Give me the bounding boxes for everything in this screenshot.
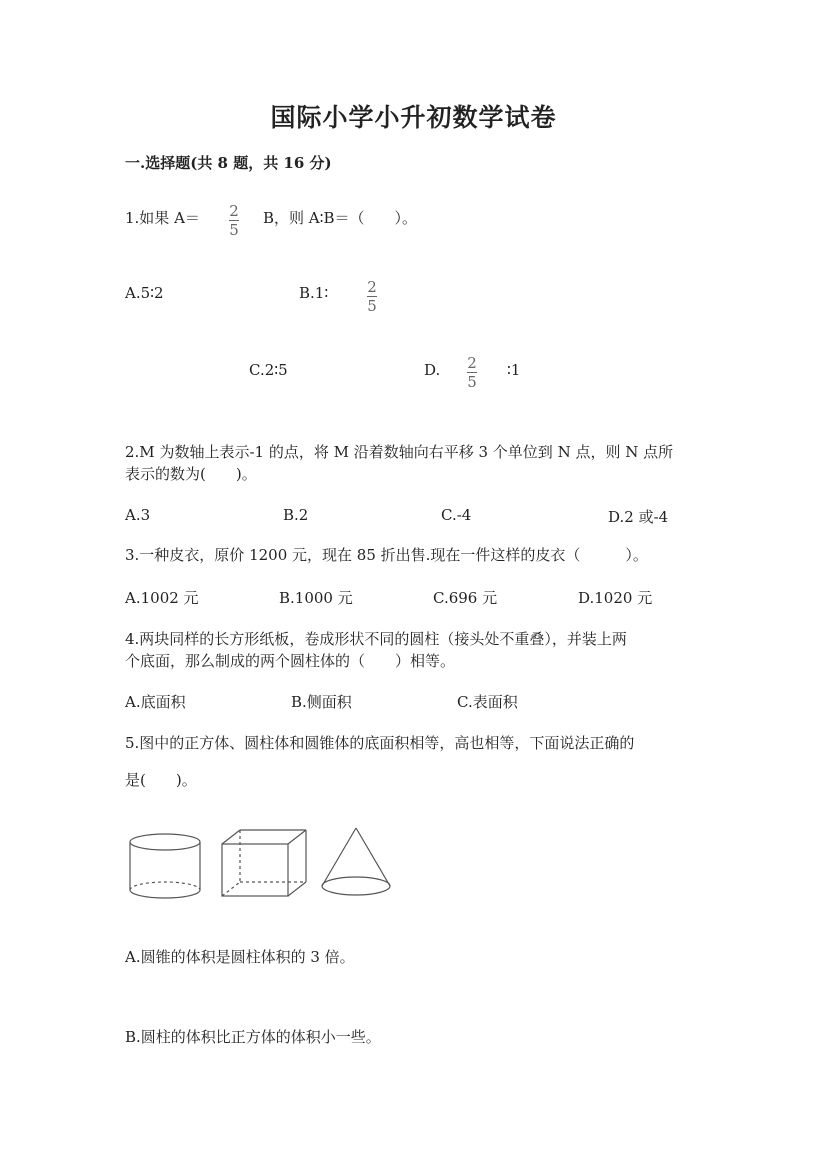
q4-stem-line-2: 个底面，那么制成的两个圆柱体的（ ）相等。 [125, 652, 456, 670]
q3-option-a: A.1002 元 [125, 589, 199, 607]
q4-option-c: C.表面积 [457, 693, 518, 711]
fraction-denominator: 5 [467, 373, 477, 391]
solids-figure [120, 820, 400, 910]
q1-stem-part-a: 1.如果 A＝ [125, 209, 200, 227]
q1-option-a: A.5∶2 [125, 284, 164, 302]
q1-option-d-fraction [467, 355, 477, 390]
q1-stem-part-b: B，则 A∶B＝（ ）。 [263, 209, 418, 227]
q2-option-c: C.-4 [441, 506, 472, 524]
cube-edge [288, 882, 306, 896]
cube-figure [222, 830, 306, 896]
q3-option-c: C.696 元 [433, 589, 498, 607]
q3-stem: 3.一种皮衣，原价 1200 元，现在 85 折出售.现在一件这样的皮衣（ ）。 [125, 546, 648, 564]
q2-option-b: B.2 [283, 506, 309, 524]
cylinder-figure [130, 834, 200, 898]
q1-option-b-fraction [367, 279, 377, 314]
q5-stem-line-1: 5.图中的正方体、圆柱体和圆锥体的底面积相等，高也相等，下面说法正确的 [125, 734, 635, 752]
q1-stem-fraction [229, 203, 239, 238]
cube-edge [288, 830, 306, 844]
q4-option-b: B.侧面积 [291, 693, 352, 711]
cylinder-top [130, 834, 200, 850]
fraction-denominator: 5 [367, 297, 377, 315]
q4-stem-line-1: 4.两块同样的长方形纸板，卷成形状不同的圆柱（接头处不重叠），并装上两 [125, 630, 627, 648]
q3-option-b: B.1000 元 [279, 589, 353, 607]
cylinder-bottom-back [130, 882, 200, 890]
q1-option-b: B.1∶ [299, 284, 329, 302]
page-title: 国际小学小升初数学试卷 [270, 103, 557, 132]
section-heading: 一.选择题(共 8 题，共 16 分) [125, 154, 332, 172]
q3-option-d: D.1020 元 [578, 589, 653, 607]
cube-edge [222, 830, 240, 844]
fraction-denominator: 5 [229, 221, 239, 239]
q1-option-c: C.2∶5 [249, 361, 288, 379]
fraction-numerator: 2 [229, 202, 239, 220]
cone-figure [322, 828, 390, 895]
q5-option-b: B.圆柱的体积比正方体的体积小一些。 [125, 1028, 381, 1046]
q2-stem-line-2: 表示的数为( )。 [125, 465, 257, 483]
q4-option-a: A.底面积 [125, 693, 186, 711]
q1-option-d: D. [424, 361, 441, 379]
q2-option-d: D.2 或-4 [608, 508, 669, 526]
cylinder-bottom-front [130, 890, 200, 898]
q1-option-d-tail: ∶1 [507, 361, 521, 379]
q2-option-a: A.3 [125, 506, 151, 524]
fraction-numerator: 2 [367, 278, 377, 296]
q2-stem-line-1: 2.M 为数轴上表示-1 的点，将 M 沿着数轴向右平移 3 个单位到 N 点，则 N 点所 [125, 443, 674, 461]
cone-base [322, 877, 390, 895]
q5-option-a: A.圆锥的体积是圆柱体积的 3 倍。 [125, 948, 355, 966]
fraction-numerator: 2 [467, 354, 477, 372]
q5-stem-line-2: 是( )。 [125, 771, 197, 789]
cube-hidden-edge [222, 882, 240, 896]
